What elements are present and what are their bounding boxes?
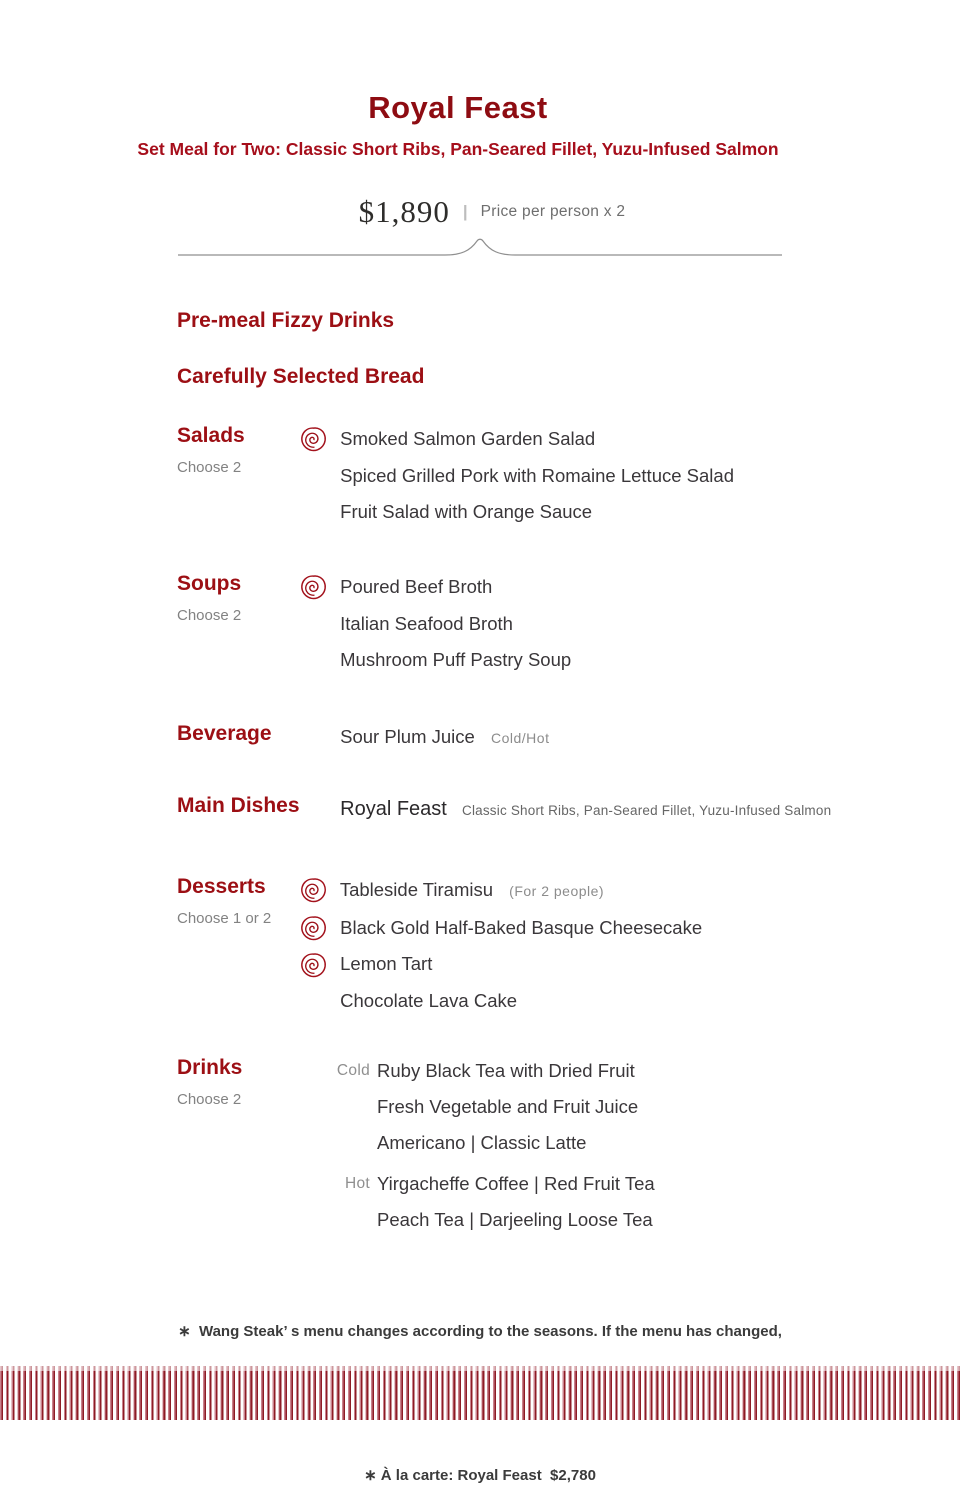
temp-label-cold: Cold [336,1062,370,1079]
item-name: Tableside Tiramisu [339,879,494,900]
section-premeal-drinks [177,306,395,336]
menu-item [300,642,571,678]
section-soups [177,569,571,678]
menu-subtitle: Set Meal for Two: Classic Short Ribs, Pan-Seared Fillet, Yuzu-Infused Salmon [137,139,779,159]
footer-note-line3: ∗ À la carte: Royal Feast $2,780 [364,1467,596,1484]
section-desserts [177,872,702,1019]
section-drinks [177,1053,655,1238]
footer-note-line1: ∗ Wang Steak’ s menu changes according to the seasons. If the menu has changed, [178,1323,782,1340]
item-name: Lemon Tart [340,953,433,975]
drink-group-hot [300,1166,655,1238]
menu-item [300,606,571,642]
menu-item [300,946,702,983]
menu-item [300,719,549,756]
menu-item [300,983,702,1019]
price-separator: | [462,202,468,221]
item-note: Cold/Hot [490,730,550,746]
section-title: Carefully Selected Bread [177,365,425,388]
choose-label: Choose 2 [177,1091,242,1108]
item-name: Ruby Black Tea with Dried Fruit [377,1060,635,1081]
item-name: Chocolate Lava Cake [340,990,518,1012]
temp-label-hot: Hot [344,1175,370,1192]
menu-item [300,791,831,829]
price-value: $1,890 [358,194,450,229]
item-name: Poured Beef Broth [340,576,493,597]
rose-icon [300,911,335,947]
choose-label: Choose 2 [177,607,242,624]
stripe-border [0,1366,960,1420]
item-name: Mushroom Puff Pastry Soup [340,649,572,671]
item-name: Yirgacheffe Coffee | Red Fruit Tea [377,1173,655,1194]
item-name: Royal Feast [340,798,447,820]
menu-item [300,458,734,494]
item-name: Italian Seafood Broth [340,613,513,635]
rose-icon [300,873,335,909]
menu-item [300,569,571,606]
item-name: Black Gold Half-Baked Basque Cheesecake [340,916,703,938]
menu-item [300,910,702,947]
price-row [12,194,960,230]
item-name: Sour Plum Juice [340,726,475,747]
section-title: Desserts [177,875,266,898]
menu-item [300,494,734,530]
choose-label: Choose 2 [177,459,242,476]
section-title: Soups [177,572,242,595]
item-name: Fruit Salad with Orange Sauce [340,501,593,523]
section-title: Beverage [177,722,272,745]
rose-icon [300,570,335,606]
section-beverage [177,719,549,756]
divider-ornament [178,237,782,259]
page-title: Royal Feast [368,90,548,125]
item-name: Fresh Vegetable and Fruit Juice [377,1096,639,1117]
section-bread [177,362,425,392]
section-title: Pre-meal Fizzy Drinks [177,309,395,332]
item-name: Peach Tea | Darjeeling Loose Tea [377,1209,653,1230]
choose-label: Choose 1 or 2 [177,910,272,927]
section-salads [177,421,734,530]
rose-icon [300,422,335,458]
price-note: Price per person x 2 [480,203,626,220]
item-name: Americano | Classic Latte [377,1132,587,1153]
item-name: Smoked Salmon Garden Salad [340,428,596,449]
item-note: (For 2 people) [509,883,605,899]
item-note: Classic Short Ribs, Pan-Seared Fillet, Yuzu-Infused Salmon [462,803,832,818]
menu-item [300,872,702,910]
rose-icon [300,948,335,984]
section-title: Drinks [177,1056,243,1079]
drink-group-cold [300,1053,655,1161]
item-name: Spiced Grilled Pork with Romaine Lettuce Salad [340,465,734,487]
section-title: Salads [177,424,245,447]
menu-item [300,421,734,458]
menu-header [0,0,938,160]
section-main-dishes [177,791,831,829]
section-title: Main Dishes [177,794,300,817]
